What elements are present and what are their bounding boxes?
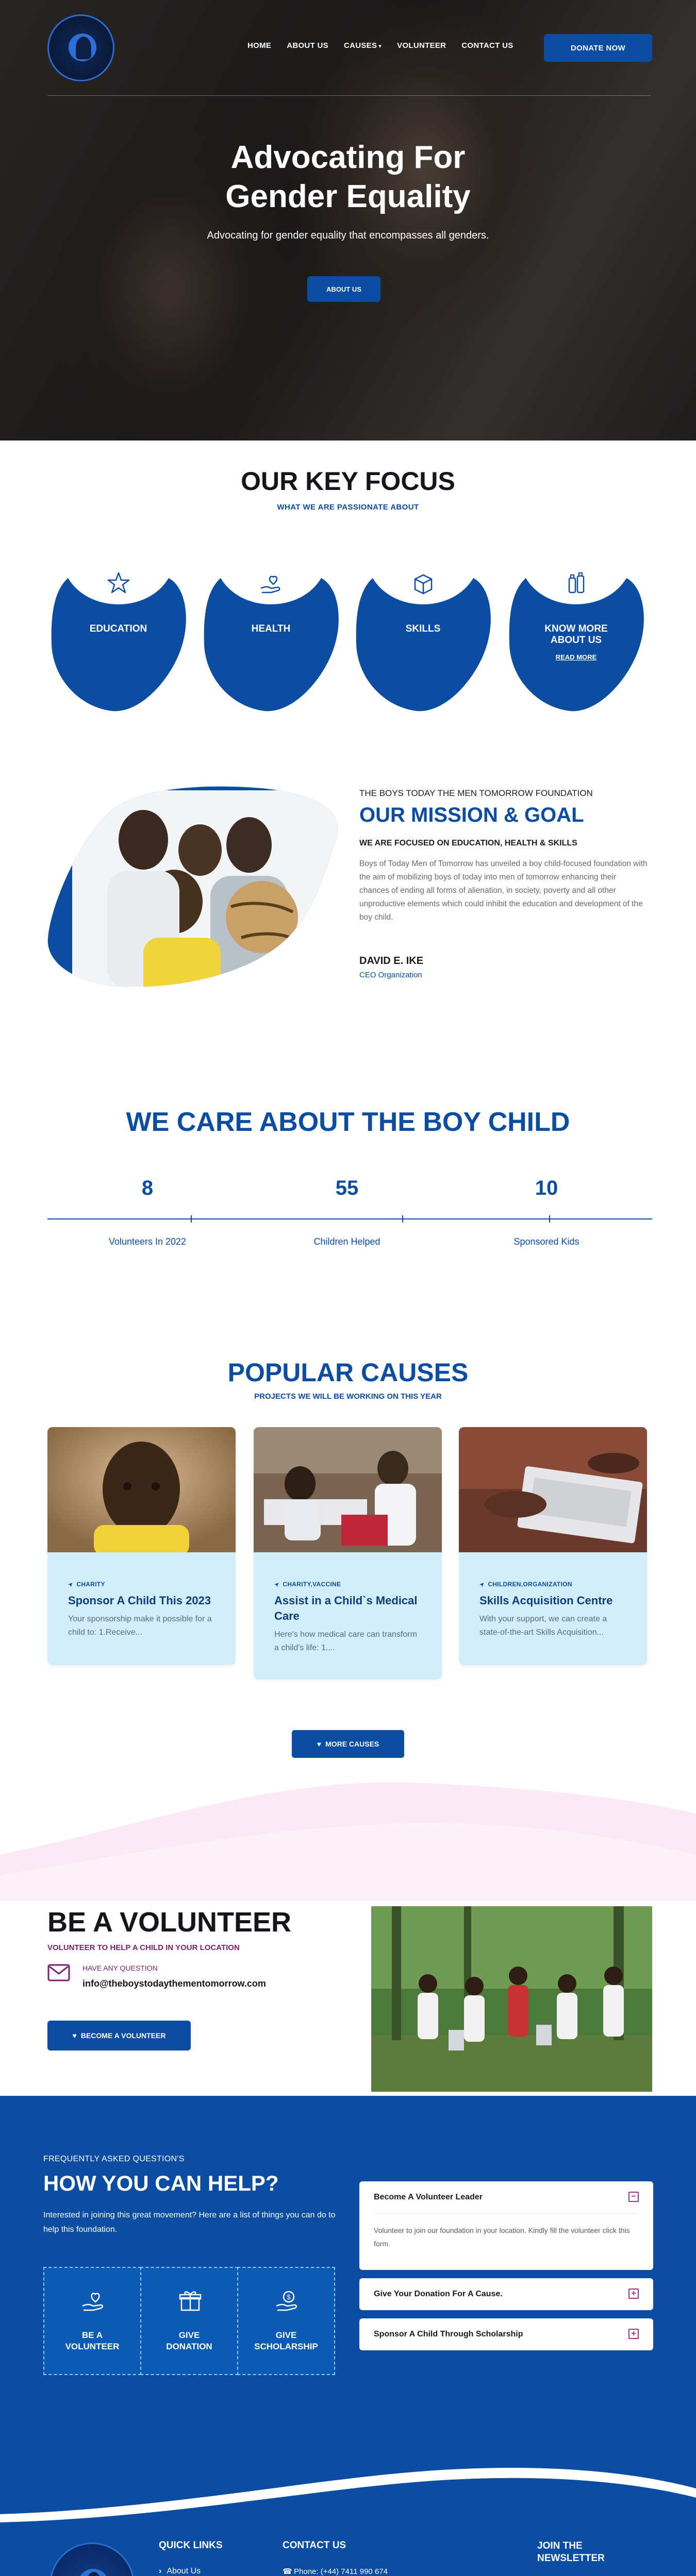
faq-title: HOW YOU CAN HELP?	[43, 2171, 279, 2195]
faq-question: Give Your Donation For A Cause.	[374, 2290, 503, 2298]
stat-label-children: Children Helped	[313, 1236, 380, 1247]
cause-photo-child	[47, 1427, 236, 1552]
more-causes-label: MORE CAUSES	[325, 1740, 379, 1748]
stats-tick	[402, 1215, 403, 1223]
gift-icon	[176, 2286, 204, 2314]
help-tile-label	[238, 2330, 334, 2352]
volunteer-subtitle: VOLUNTEER TO HELP A CHILD IN YOUR LOCATION	[47, 1943, 240, 1952]
help-tile-line1: GIVE	[275, 2330, 297, 2340]
hero-about-us-button[interactable]: ABOUT US	[307, 276, 380, 302]
faq-answer: Volunteer to join our foundation in your location. Kindly fill the volunteer click this form.	[374, 2226, 630, 2248]
cause-card-sponsor[interactable]	[47, 1427, 236, 1665]
stat-value-sponsored: 10	[535, 1177, 558, 1199]
hero-subtitle: Advocating for gender equality that encompasses all genders.	[207, 230, 489, 241]
ceo-name: DAVID E. IKE	[359, 955, 424, 967]
nav-about-us[interactable]: ABOUT US	[287, 41, 328, 50]
faq-question: Sponsor A Child Through Scholarship	[374, 2330, 523, 2338]
stat-label-volunteers: Volunteers In 2022	[108, 1236, 187, 1247]
cause-card-medical[interactable]	[254, 1427, 442, 1680]
cause-desc: Your sponsorship make it possible for a child to: 1.Receive...	[68, 1615, 212, 1637]
expand-icon[interactable]: +	[628, 2329, 639, 2339]
hand-care-icon	[258, 570, 285, 597]
cause-tag: ➤ CHARITY,VACCINE	[274, 1581, 442, 1588]
help-tile-label	[141, 2330, 237, 2352]
help-tile-line2: VOLUNTEER	[65, 2342, 120, 2351]
faq-desc: Interested in joining this great movement? Here are a list of things you can do to help this foundation.	[43, 2211, 336, 2234]
nav-causes[interactable]	[344, 41, 382, 50]
hero-title	[0, 138, 696, 216]
volunteers-photo	[371, 1906, 652, 2092]
focus-label-health: HEALTH	[251, 623, 291, 634]
help-tile-line2: DONATION	[166, 2342, 212, 2351]
footer-wave	[0, 2458, 696, 2530]
faq-item-donation[interactable]	[359, 2278, 653, 2310]
cause-tag: ➤ CHARITY	[68, 1581, 236, 1588]
focus-card-education[interactable]	[47, 567, 189, 716]
heart-icon: ♥	[317, 1740, 322, 1748]
focus-card-health[interactable]	[200, 567, 342, 716]
focus-card-skills[interactable]	[352, 567, 494, 716]
cause-tag: ➤ CHILDREN,ORGANIZATION	[479, 1581, 647, 1588]
footer-phone-text: Phone: (+44) 7411 990 674	[294, 2567, 388, 2576]
hero-divider	[47, 95, 651, 96]
mail-icon	[47, 1964, 70, 1981]
cause-title[interactable]: Assist in a Child`s Medical Care	[274, 1594, 418, 1622]
help-tile-line1: GIVE	[178, 2330, 200, 2340]
logo-figure-icon	[76, 37, 91, 59]
cause-desc: With your support, we can create a state-of-the-art Skills Acquisition...	[479, 1615, 607, 1637]
volunteer-email[interactable]: info@theboystodaythementomorrow.com	[82, 1978, 266, 1989]
key-focus-subtitle: WHAT WE ARE PASSIONATE ABOUT	[277, 503, 419, 512]
stats-progress-line	[47, 1218, 652, 1219]
stats-tick	[191, 1215, 192, 1223]
heart-icon: ♥	[72, 2031, 77, 2040]
mission-focus: WE ARE FOCUSED ON EDUCATION, HEALTH & SKILLS	[359, 839, 577, 848]
contact-title: CONTACT US	[283, 2540, 346, 2551]
stat-value-children: 55	[335, 1177, 359, 1199]
box-skills-icon	[410, 570, 437, 597]
ceo-role: CEO Organization	[359, 971, 422, 979]
focus-label-about	[505, 623, 647, 646]
newsletter-title-line1: JOIN THE	[537, 2540, 583, 2551]
become-volunteer-button[interactable]	[47, 2021, 191, 2050]
focus-card-about[interactable]	[505, 567, 647, 716]
volunteer-question: HAVE ANY QUESTION	[82, 1964, 158, 1972]
faq-question: Become A Volunteer Leader	[374, 2193, 483, 2201]
help-tile-line1: BE A	[82, 2330, 103, 2340]
focus-label-education: EDUCATION	[89, 623, 147, 634]
mission-body: Boys of Today Men of Tomorrow has unveiled a boy child-focused foundation with the aim of mobilizing boys of today into men of tomorrow enhancing their chances of ending all forms of alienation, in society, poverty and all other unproductive elements which could inhibit the education and development of the boy child.	[359, 859, 648, 922]
focus-label-about-line1: KNOW MORE	[544, 623, 608, 634]
hero-section	[0, 0, 696, 440]
causes-subtitle: PROJECTS WE WILL BE WORKING ON THIS YEAR	[254, 1392, 442, 1401]
faq-item-volunteer-leader[interactable]	[359, 2181, 653, 2270]
donate-now-button[interactable]: DONATE NOW	[544, 34, 652, 62]
cause-title[interactable]: Skills Acquisition Centre	[479, 1594, 613, 1607]
cause-title[interactable]: Sponsor A Child This 2023	[68, 1594, 211, 1607]
faq-kicker: FREQUENTLY ASKED QUESTION'S	[43, 2155, 185, 2163]
stat-label-sponsored: Sponsored Kids	[513, 1236, 579, 1247]
hand-heart-icon	[79, 2286, 107, 2314]
volunteer-title: BE A VOLUNTEER	[47, 1907, 292, 1938]
footer-link-about[interactable]: › About Us	[159, 2567, 201, 2576]
faq-item-scholarship[interactable]	[359, 2318, 653, 2350]
help-tile-scholarship[interactable]	[237, 2267, 335, 2375]
chevron-down-icon: ▾	[378, 43, 382, 49]
newsletter-title	[537, 2540, 605, 2565]
footer-phone[interactable]	[283, 2567, 388, 2576]
site-logo[interactable]	[47, 14, 114, 81]
svg-text:$: $	[287, 2293, 291, 2301]
nav-home[interactable]: HOME	[247, 41, 272, 50]
help-tile-label	[44, 2330, 140, 2352]
hero-title-line1: Advocating For	[230, 140, 466, 175]
bottles-icon	[563, 570, 590, 597]
focus-label-skills: SKILLS	[405, 623, 441, 634]
become-volunteer-label: BECOME A VOLUNTEER	[80, 2031, 166, 2040]
cause-photo-skills	[459, 1427, 647, 1552]
key-focus-title: OUR KEY FOCUS	[241, 467, 455, 496]
nav-volunteer[interactable]: VOLUNTEER	[397, 41, 446, 50]
help-tile-volunteer[interactable]	[43, 2267, 141, 2375]
read-more-link[interactable]: READ MORE	[555, 653, 597, 661]
cause-desc: Here's how medical care can transform a child's life: 1....	[274, 1630, 417, 1652]
causes-title: POPULAR CAUSES	[227, 1358, 469, 1387]
help-tile-donation[interactable]	[140, 2267, 238, 2375]
faq-divider	[374, 2213, 639, 2214]
more-causes-button[interactable]	[292, 1730, 404, 1758]
nav-causes-label: CAUSES	[343, 41, 377, 50]
pink-wave-divider	[0, 1772, 696, 1901]
expand-icon[interactable]: +	[628, 2289, 639, 2299]
hero-title-line2: Gender Equality	[225, 179, 471, 214]
collapse-icon[interactable]: −	[628, 2192, 639, 2202]
quick-links-title: QUICK LINKS	[159, 2540, 223, 2551]
newsletter-title-line2: NEWSLETTER	[537, 2553, 605, 2564]
hand-coin-icon	[273, 2286, 301, 2314]
stats-tick	[549, 1215, 550, 1223]
mission-title: OUR MISSION & GOAL	[359, 804, 584, 826]
cause-card-skills[interactable]	[459, 1427, 647, 1665]
mission-kicker: THE BOYS TODAY THE MEN TOMORROW FOUNDATION	[359, 788, 593, 798]
stat-value-volunteers: 8	[141, 1177, 154, 1199]
main-nav	[247, 41, 513, 50]
cause-photo-medical	[254, 1427, 442, 1552]
focus-label-about-line2: ABOUT US	[550, 635, 602, 646]
help-tile-line2: SCHOLARSHIP	[254, 2342, 318, 2351]
phone-icon: ☎	[283, 2567, 292, 2576]
nav-contact-us[interactable]: CONTACT US	[461, 41, 513, 50]
starfish-icon	[105, 570, 132, 597]
mission-children-photo	[45, 783, 350, 989]
care-title: WE CARE ABOUT THE BOY CHILD	[126, 1107, 570, 1137]
